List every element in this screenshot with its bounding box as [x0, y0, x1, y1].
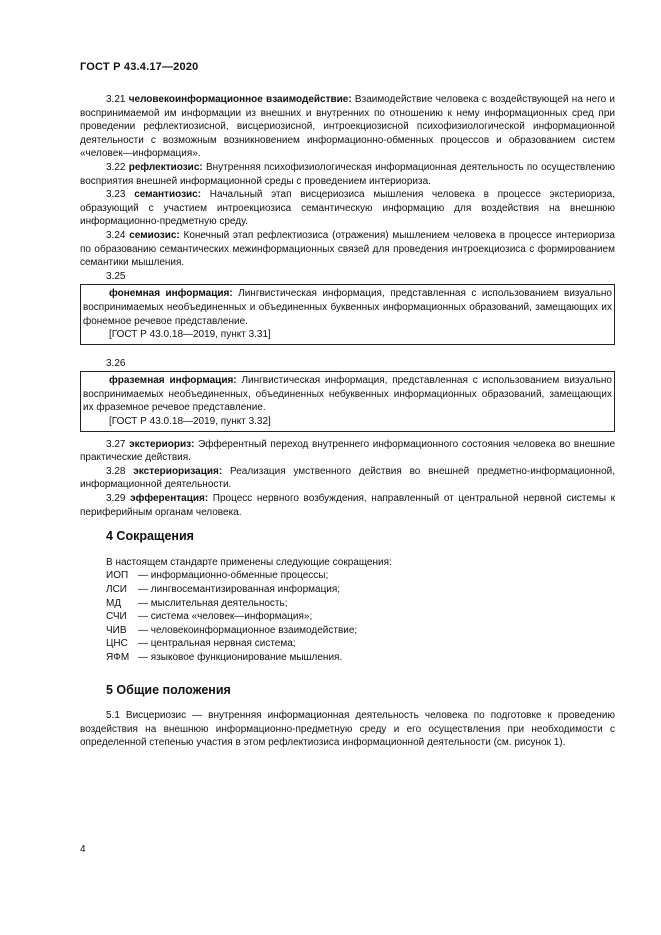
section-paragraph: 5.1 Висцериозис — внутренняя информационная деятельность человека по подготовке к проведению воздействия на внешнюю информационно-предметную среду и его осуществления при необходимости с определенной степенью участия в этом рефлектиозиса информационной деятельности (см. рисунок 1).: [80, 710, 615, 749]
section-title: 4 Сокращения: [106, 529, 194, 544]
term-3-21: 3.21 человекоинформационное взаимодействие: Взаимодействие человека с воздействующей на него и воспринимаемой им информации из внешних и внутренних по отношению к нему информационных сред при проведении рефлектиозисной, висцериозисной, интроекциозисной психофизиологической информационной деятельности с возможным возникновением информационно-обменных процессов и образованием систем «человек—информация».: [80, 94, 615, 160]
term-box-3-25: [80, 284, 615, 344]
document-header: ГОСТ Р 43.4.17—2020: [80, 61, 199, 73]
term-definition: фонемная информация: Лингвистическая информация, представленная с использованием визуально воспринимаемых необъединенных и объединенных буквенных информационных образований, замещающих их фонемное речевое представление.: [83, 288, 612, 327]
term-name: фраземная информация:: [109, 375, 237, 387]
section-title: 5 Общие положения: [106, 682, 231, 697]
term-name: экстериориз:: [129, 438, 195, 450]
term-definition: фраземная информация: Лингвистическая информация, представленная с использованием визуально воспринимаемых необъединенных, объединенных небуквенных информационных образований, замещающих их фраземное речевое представление.: [83, 375, 612, 414]
term-3-23: 3.23 семантиозис: Начальный этап висцериозиса мышления человека в процессе экстериориза, образующий с участием интроекциозиса семантическую информацию для воздействия на внешнюю информационно-предметную среду.: [80, 189, 616, 228]
term-3-24: 3.24 семиозис: Конечный этап рефлектиозиса (отражения) мышлением человека в процессе интериориза по образованию семантических межинформационных связей для проведения интроекциозиса с формированием семантики мышления.: [80, 229, 615, 269]
term-reference: [ГОСТ Р 43.0.18—2019, пункт 3.32]: [109, 416, 271, 428]
abbreviation-item: МД — мыслительная деятельность;: [106, 597, 288, 609]
term-3-27: 3.27 экстериориз: Эфферентный переход внутреннего информационного состояния человека во внешние практические действия.: [80, 438, 615, 464]
document-content: [80, 93, 615, 750]
abbreviation-item: ИОП — информационно-обменные процессы;: [106, 570, 329, 582]
term-3-28: 3.28 экстериоризация: Реализация умственного действия во внешней предметно-информационной, информационной деятельности.: [80, 465, 615, 491]
section-abbreviations: [80, 530, 615, 664]
abbreviation-item: СЧИ — система «человек—информация»;: [106, 611, 313, 623]
term-name: семантиозис:: [134, 189, 202, 201]
term-3-22: 3.22 рефлектиозис: Внутренняя психофизиологическая информационная деятельность по осуществлению восприятия внешней информационной среды с проведением интериориза.: [80, 161, 616, 187]
term-name: человекоинформационное взаимодействие:: [128, 94, 352, 105]
abbreviation-item: ЯФМ — языковое функционирование мышления.: [106, 651, 343, 663]
term-name: экстериоризация:: [133, 465, 223, 477]
page-number: 4: [80, 844, 86, 855]
abbreviation-item: ЧИВ — человекоинформационное взаимодействие;: [106, 624, 358, 636]
term-name: эфферентация:: [130, 493, 209, 505]
abbreviation-item: ЦНС — центральная нервная система;: [106, 638, 296, 650]
term-name: семиозис:: [129, 229, 180, 241]
section-general: [80, 684, 615, 750]
term-reference: [ГОСТ Р 43.0.18—2019, пункт 3.31]: [109, 329, 271, 341]
term-name: фонемная информация:: [109, 288, 233, 300]
term-number: 3.26: [106, 357, 126, 369]
term-box-3-26: [80, 371, 615, 431]
term-number: 3.25: [106, 270, 126, 282]
abbreviation-item: ЛСИ — лингвосемантизированная информация;: [106, 584, 341, 595]
term-3-29: 3.29 эфферентация: Процесс нервного возбуждения, направленный от центральной нервной системы к периферийным органам человека.: [80, 493, 616, 518]
term-name: рефлектиозис:: [128, 161, 203, 173]
section-intro: В настоящем стандарте применены следующие сокращения:: [106, 556, 392, 568]
